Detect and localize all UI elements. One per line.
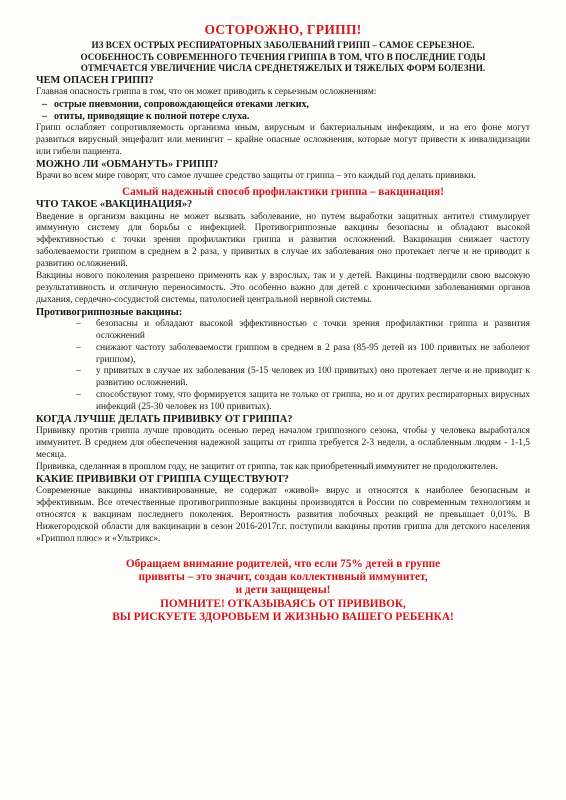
section-heading-when: КОГДА ЛУЧШЕ ДЕЛАТЬ ПРИВИВКУ ОТ ГРИППА?	[36, 413, 293, 425]
lead-line: ОТМЕЧАЕТСЯ УВЕЛИЧЕНИЕ ЧИСЛА СРЕДНЕТЯЖЕЛЫХ И ТЯЖЕЛЫХ ФОРМ БОЛЕЗНИ.	[80, 63, 486, 74]
bullet-text: острые пневмонии, сопровождающейся отеками легких,	[54, 99, 309, 111]
section-heading-danger: ЧЕМ ОПАСЕН ГРИПП?	[36, 74, 154, 86]
dash-icon: –	[76, 366, 81, 377]
closing-appeal	[36, 558, 530, 625]
closing-line: Обращаем внимание родителей, что если 75% детей в группе	[125, 557, 441, 570]
section-paragraph: Прививку против гриппа лучше проводить осенью перед началом гриппозного сезона, чтобы у человека выработался иммунитет. В среднем для обеспечения надежной защиты от гриппа требуется 2-3 недели, а ослабленным людям - 1-1,5 месяца.	[36, 425, 530, 460]
closing-line: привиты – это значит, создан коллективный иммунитет,	[138, 570, 428, 583]
vaccines-subheading: Противогриппозные вакцины:	[36, 306, 183, 318]
dash-icon: –	[76, 342, 81, 353]
dash-icon: –	[76, 389, 81, 400]
section-paragraph: Введение в организм вакцины не может вызвать заболевание, но путем выработки защитных антител стимулирует иммунную систему для борьбы с инфекцией. Противогриппозные вакцины безопасны и обладают высокой эффективностью с точки зрения профилактики гриппа и развития осложнений. Вакцинация снижает частоту заболеваемости гриппом в среднем в 2 раза, у привитых в случае их заболевания оно протекает легче и не приводит к развитию осложнений.	[36, 211, 530, 270]
danger-bullet	[36, 99, 530, 111]
section-heading-trick: МОЖНО ЛИ «ОБМАНУТЬ» ГРИПП?	[36, 158, 219, 170]
section-paragraph: Врачи во всем мире говорят, что самое лучшее средство защиты от гриппа – это каждый год делать прививки.	[36, 171, 476, 182]
lead-line: ИЗ ВСЕХ ОСТРЫХ РЕСПИРАТОРНЫХ ЗАБОЛЕВАНИЙ ГРИПП – САМОЕ СЕРЬЕЗНОЕ.	[91, 40, 475, 50]
danger-bullet	[36, 111, 530, 123]
vaccine-benefits-list	[36, 319, 530, 413]
slogan: Самый надежный способ профилактики гриппа – вакцинация!	[122, 186, 444, 199]
section-paragraph: Грипп ослабляет сопротивляемость организма иным, вирусным и бактериальным инфекциям, и на его фоне могут развиться вирусный энцефалит или менингит – крайне опасные осложнения, которые могут привести к инвалидизации или гибели пациента.	[36, 123, 530, 157]
list-item	[36, 366, 530, 390]
section-paragraph: Прививка, сделанная в прошлом году, не защитит от гриппа, так как приобретенный иммунитет не продолжителен.	[36, 461, 498, 472]
section-paragraph: Современные вакцины инактивированные, не содержат «живой» вирус и относятся к наиболее безопасным и эффективным. Все отечественные противогриппозные вакцины производятся в России по современным технологиям и относятся к вакцинам последнего поколения. Вероятность развития побочных реакций не превышает 0,01%. В Нижегородской области для вакцинации в сезон 2016-2017г.г. поступили вакцины против гриппа для детского населения «Гриппол плюс» и «Ультрикс».	[36, 486, 530, 544]
closing-line: ПОМНИТЕ! ОТКАЗЫВАЯСЬ ОТ ПРИВИВОК,	[160, 597, 406, 610]
bullet-text: отиты, приводящие к полной потере слуха.	[54, 111, 250, 123]
lead-text	[36, 40, 530, 75]
lead-line: ОСОБЕННОСТЬ СОВРЕМЕННОГО ТЕЧЕНИЯ ГРИППА В ТОМ, ЧТО В ПОСЛЕДНИЕ ГОДЫ	[80, 51, 486, 62]
section-heading-vaccination: ЧТО ТАКОЕ «ВАКЦИНАЦИЯ»?	[36, 199, 193, 211]
section-paragraph: Вакцины нового поколения разрешено применять как у взрослых, так и у детей. Вакцины подтвердили свою высокую результативность и отличную переносимость. Это особенно важно для детей с хроническими заболеваниями органов дыхания, сердечно-сосудистой системы, патологией центральной нервной системы.	[36, 271, 530, 305]
list-item	[36, 319, 530, 343]
section-heading-types: КАКИЕ ПРИВИВКИ ОТ ГРИППА СУЩЕСТВУЮТ?	[36, 473, 289, 485]
closing-line: и дети защищены!	[235, 584, 331, 597]
section-intro: Главная опасность гриппа в том, что он может приводить к серьезным осложнениям:	[36, 87, 377, 98]
list-item-text: безопасны и обладают высокой эффективностью с точки зрения профилактики гриппа и развития осложнений	[96, 319, 530, 341]
page-title: ОСТОРОЖНО, ГРИПП!	[204, 22, 362, 37]
list-item	[36, 343, 530, 367]
list-item	[36, 390, 530, 414]
dash-icon: –	[42, 99, 47, 111]
list-item-text: способствуют тому, что формируется защита не только от гриппа, но и от других респираторных вирусных инфекций (25-30 человек из 100 привитых).	[96, 389, 530, 412]
dash-icon: –	[42, 111, 47, 123]
list-item-text: у привитых в случае их заболевания (5-15 человек из 100 привитых) оно протекает легче и не приводит к развитию осложнений.	[96, 366, 530, 389]
closing-line: ВЫ РИСКУЕТЕ ЗДОРОВЬЕМ И ЖИЗНЬЮ ВАШЕГО РЕБЕНКА!	[112, 611, 454, 624]
dash-icon: –	[76, 319, 81, 330]
list-item-text: снижают частоту заболеваемости гриппом в среднем в 2 раза (85-95 детей из 100 привитых не заболеют гриппом),	[96, 342, 530, 365]
